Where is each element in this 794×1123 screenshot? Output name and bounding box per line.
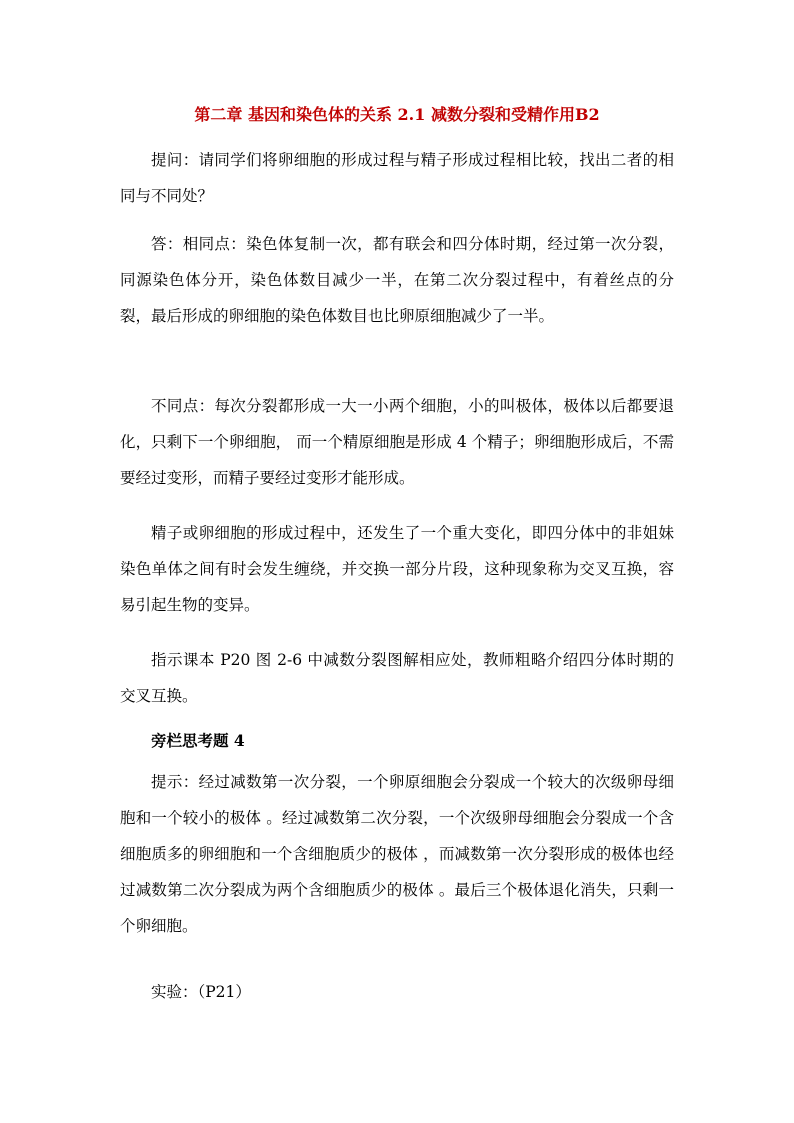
crossover-paragraph: 精子或卵细胞的形成过程中，还发生了一个重大变化，即四分体中的非姐妹染色单体之间有时会发生缠绕，并交换一部分片段，这种现象称为交叉互换，容易引起生物的变异。 bbox=[120, 524, 674, 614]
sidebar-question-heading: 旁栏思考题 4 bbox=[151, 731, 245, 750]
hint-paragraph: 提示：经过减数第一次分裂，一个卵原细胞会分裂成一个较大的次级卵母细胞和一个较小的极体 。经过减数第二次分裂，一个次级卵母细胞会分裂成一个含细胞质多的卵细胞和一个含细胞质少的极体 ，而减数第一次分裂形成的极体也经过减数第二次分裂成为两个含细胞质少的极体 。最后三个极体退化消失，只剩一个卵细胞。 bbox=[120, 773, 674, 935]
question-paragraph: 提问：请同学们将卵细胞的形成过程与精子形成过程相比较，找出二者的相同与不同处？ bbox=[120, 151, 674, 205]
chapter-title: 第二章 基因和染色体的关系 2.1 减数分裂和受精作用B2 bbox=[194, 105, 600, 124]
experiment-paragraph: 实验：（P21） bbox=[151, 983, 251, 1001]
textbook-paragraph: 指示课本 P20 图 2-6 中减数分裂图解相应处，教师粗略介绍四分体时期的交叉互换。 bbox=[120, 651, 674, 705]
answer-same-paragraph: 答：相同点：染色体复制一次，都有联会和四分体时期，经过第一次分裂，同源染色体分开，染色体数目减少一半，在第二次分裂过程中，有着丝点的分裂，最后形成的卵细胞的染色体数目也比卵原细胞减少了一半。 bbox=[120, 235, 674, 325]
answer-diff-paragraph: 不同点：每次分裂都形成一大一小两个细胞，小的叫极体，极体以后都要退化，只剩下一个卵细胞， 而一个精原细胞是形成 4 个精子；卵细胞形成后，不需要经过变形，而精子要经过变形才能形成。 bbox=[120, 397, 674, 487]
